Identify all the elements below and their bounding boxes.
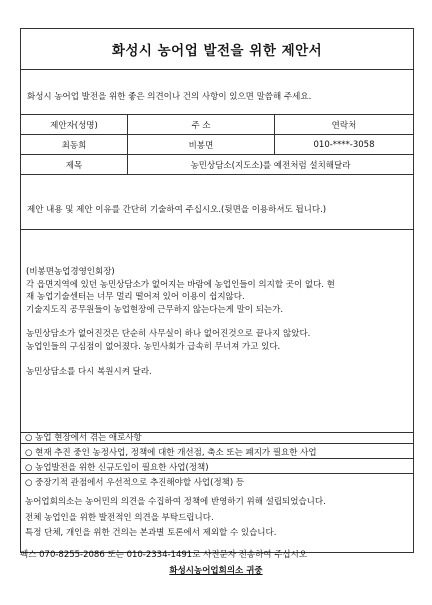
body-spacer (26, 354, 413, 366)
proposer-name-field[interactable]: 최동희 (21, 135, 128, 154)
address-field[interactable]: 비봉면 (128, 135, 275, 154)
topic-item: ○ 농업발전을 위한 신규도입이 필요한 사업(정책) (21, 463, 413, 474)
form-title: 화성시 농어업 발전을 위한 제안서 (21, 29, 413, 70)
body-spacer (26, 316, 413, 328)
body-line: 기술지도직 공무원들이 농업현장에 근무하지 않는다는게 말이 되는가. (26, 304, 284, 315)
footer-line: 전체 농업인을 위한 발전적인 의견을 부탁드립니다. (25, 512, 214, 523)
body-line: 농민상담소를 다시 복원시켜 달라. (26, 366, 152, 377)
footer-notes (21, 495, 417, 542)
table-data-row (21, 135, 413, 155)
footer-line: 특정 단체, 개인을 위한 건의는 본과별 토론에서 제외할 수 있습니다. (25, 528, 277, 538)
topic-item: ○ 농업 현장에서 겪는 애로사항 (21, 433, 413, 444)
proposal-form (20, 28, 414, 553)
body-line: 각 읍면지역에 있던 농민상담소가 없어지는 바람에 농업인들이 의지할 곳이 없다. 현 (26, 279, 335, 290)
subject-field[interactable]: 농민상담소(지도소)를 예전처럼 설치해달라 (190, 160, 351, 171)
body-line: 농업인들의 구심점이 없어졌다. 농민사회가 급속히 무너져 가고 있다. (26, 341, 281, 352)
body-line: 농민상담소가 없어진것은 단순히 사무실이 하나 없어진것으로 끝나지 않았다. (26, 329, 311, 340)
signature (0, 564, 432, 576)
topic-item: ○ 현재 추진 중인 농정사업, 정책에 대한 개선점, 축소 또는 폐지가 필요한 사업 (21, 448, 413, 459)
topic-item: ○ 중장기적 관점에서 우선적으로 추진해야할 사업(정책) 등 (25, 478, 245, 488)
subject-label: 제목 (21, 155, 128, 174)
header-address: 주 소 (128, 115, 275, 134)
body-line: 재 농업기술센터는 너무 멀리 떨어져 있어 이용이 쉽지않다. (26, 292, 245, 303)
contact-field[interactable]: 010-****-3058 (313, 139, 375, 150)
footer-line: 농어업회의소는 농어민의 의견을 수집하여 정책에 반영하기 위해 설립되었습니다. (25, 497, 326, 507)
proposal-body[interactable] (21, 230, 413, 433)
intro-text: 화성시 농어업 발전을 위한 좋은 의견이나 건의 사항이 있으면 말씀해 주세요. (21, 70, 413, 115)
body-line: (비봉면농업경영인회장) (26, 267, 115, 277)
fax-instruction: 팩스 070-8255-2086 또는 010-2334-1491로 사진문자 전송하여 주십시오 (20, 550, 308, 560)
table-header-row (21, 115, 413, 135)
header-contact: 연락처 (331, 120, 357, 131)
header-proposer: 제안자(성명) (21, 115, 128, 134)
subject-row (21, 155, 413, 175)
signature-text: 화성시농어업회의소 귀중 (169, 566, 263, 576)
guide-text: 제안 내용 및 제안 이유를 간단히 기술하여 주십시오.(뒷면을 이용하셔도 됩니다.) (21, 175, 413, 230)
